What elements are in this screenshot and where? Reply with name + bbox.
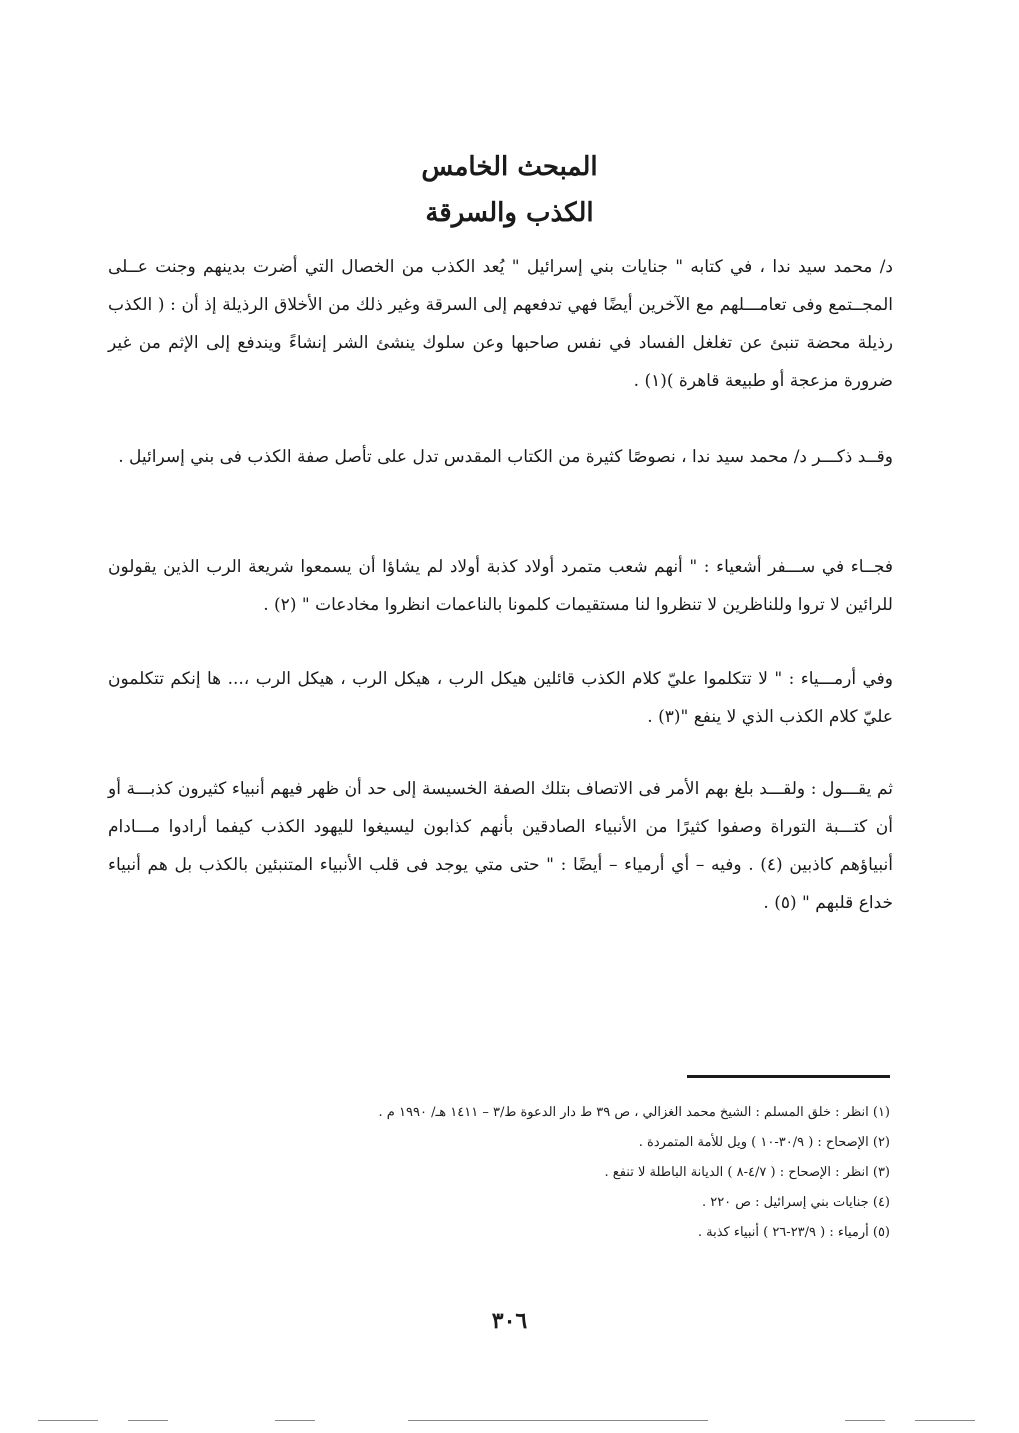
page-number: ٣٠٦ — [491, 1308, 528, 1334]
footnote-2: (٢) الإصحاح : ( ٣٠/٩-١٠ ) ويل للأمة المتمردة . — [638, 1135, 890, 1150]
scan-artifact-line — [408, 1420, 708, 1421]
paragraph-5: ثم يقـــول : ولقـــد بلغ بهم الأمر فى الاتصاف بتلك الصفة الخسيسة إلى حد أن ظهر فيهم أنبياء كثيرون كذبـــة أو أن كتـــبة التوراة وصفوا كثيرًا من الأنبياء الصادقين بأنهم كذابون ليسيغوا لليهود الكذب كيفما أرادوا مـــادام أنبياؤهم كاذبين (٤) . وفيه – أي أرمياء – أيضًا : " حتى متي يوجد فى قلب الأنبياء المتنبئين بالكذب بل هم أنبياء خداع قلبهم " (٥) . — [108, 779, 893, 913]
paragraph-3: فجــاء في ســـفر أشعياء : " أنهم شعب متمرد أولاد كذبة أولاد لم يشاؤا أن يسمعوا شريعة الرب الذين يقولون للرائين لا تروا وللناظرين لا تنظروا لنا مستقيمات كلمونا بالناعمات انظروا مخادعات " (٢) . — [108, 557, 893, 615]
footnote-1: (١) انظر : خلق المسلم : الشيخ محمد الغزالي ، ص ٣٩ ط دار الدعوة ط/٣ – ١٤١١ هـ/ ١٩٩٠ م . — [378, 1105, 890, 1120]
scan-artifact-line — [845, 1420, 885, 1421]
paragraph-2: وقــد ذكـــر د/ محمد سيد ندا ، نصوصًا كثيرة من الكتاب المقدس تدل على تأصل صفة الكذب فى بني إسرائيل . — [118, 447, 893, 467]
footnote-5: (٥) أرمياء : ( ٢٣/٩-٢٦ ) أنبياء كذبة . — [697, 1225, 890, 1240]
section-subtitle: الكذب والسرقة — [425, 198, 594, 228]
scan-artifact-line — [38, 1420, 98, 1421]
paragraph-1: د/ محمد سيد ندا ، في كتابه " جنايات بني إسرائيل " يُعد الكذب من الخصال التي أضرت بدينهم وجنت عــلى المجــتمع وفى تعامـــلهم مع الآخرين أيضًا فهي تدفعهم إلى السرقة وغير ذلك من الأخلاق الرذيلة إذ أن : ( الكذب رذيلة محضة تنبئ عن تغلغل الفساد في نفس صاحبها وعن سلوك ينشئ الشر إنشاءً ويندفع إلى الإثم من غير ضرورة مزعجة أو طبيعة قاهرة )(١) . — [108, 257, 893, 391]
scan-artifact-line — [128, 1420, 168, 1421]
section-title: المبحث الخامس — [421, 152, 598, 182]
footnote-3: (٣) انظر : الإصحاح : ( ٤/٧-٨ ) الديانة الباطلة لا تنفع . — [604, 1165, 890, 1180]
paragraph-4: وفي أرمـــياء : " لا تتكلموا عليّ كلام الكذب قائلين هيكل الرب ، هيكل الرب ، هيكل الرب ،... ها إنكم تتكلمون عليّ كلام الكذب الذي لا ينفع "(٣) . — [108, 669, 893, 727]
scan-artifact-line — [915, 1420, 975, 1421]
footnotes — [300, 1098, 890, 1248]
footnote-divider — [687, 1075, 890, 1078]
scan-artifact-line — [275, 1420, 315, 1421]
footnote-4: (٤) جنايات بني إسرائيل : ص ٢٢٠ . — [701, 1195, 890, 1210]
